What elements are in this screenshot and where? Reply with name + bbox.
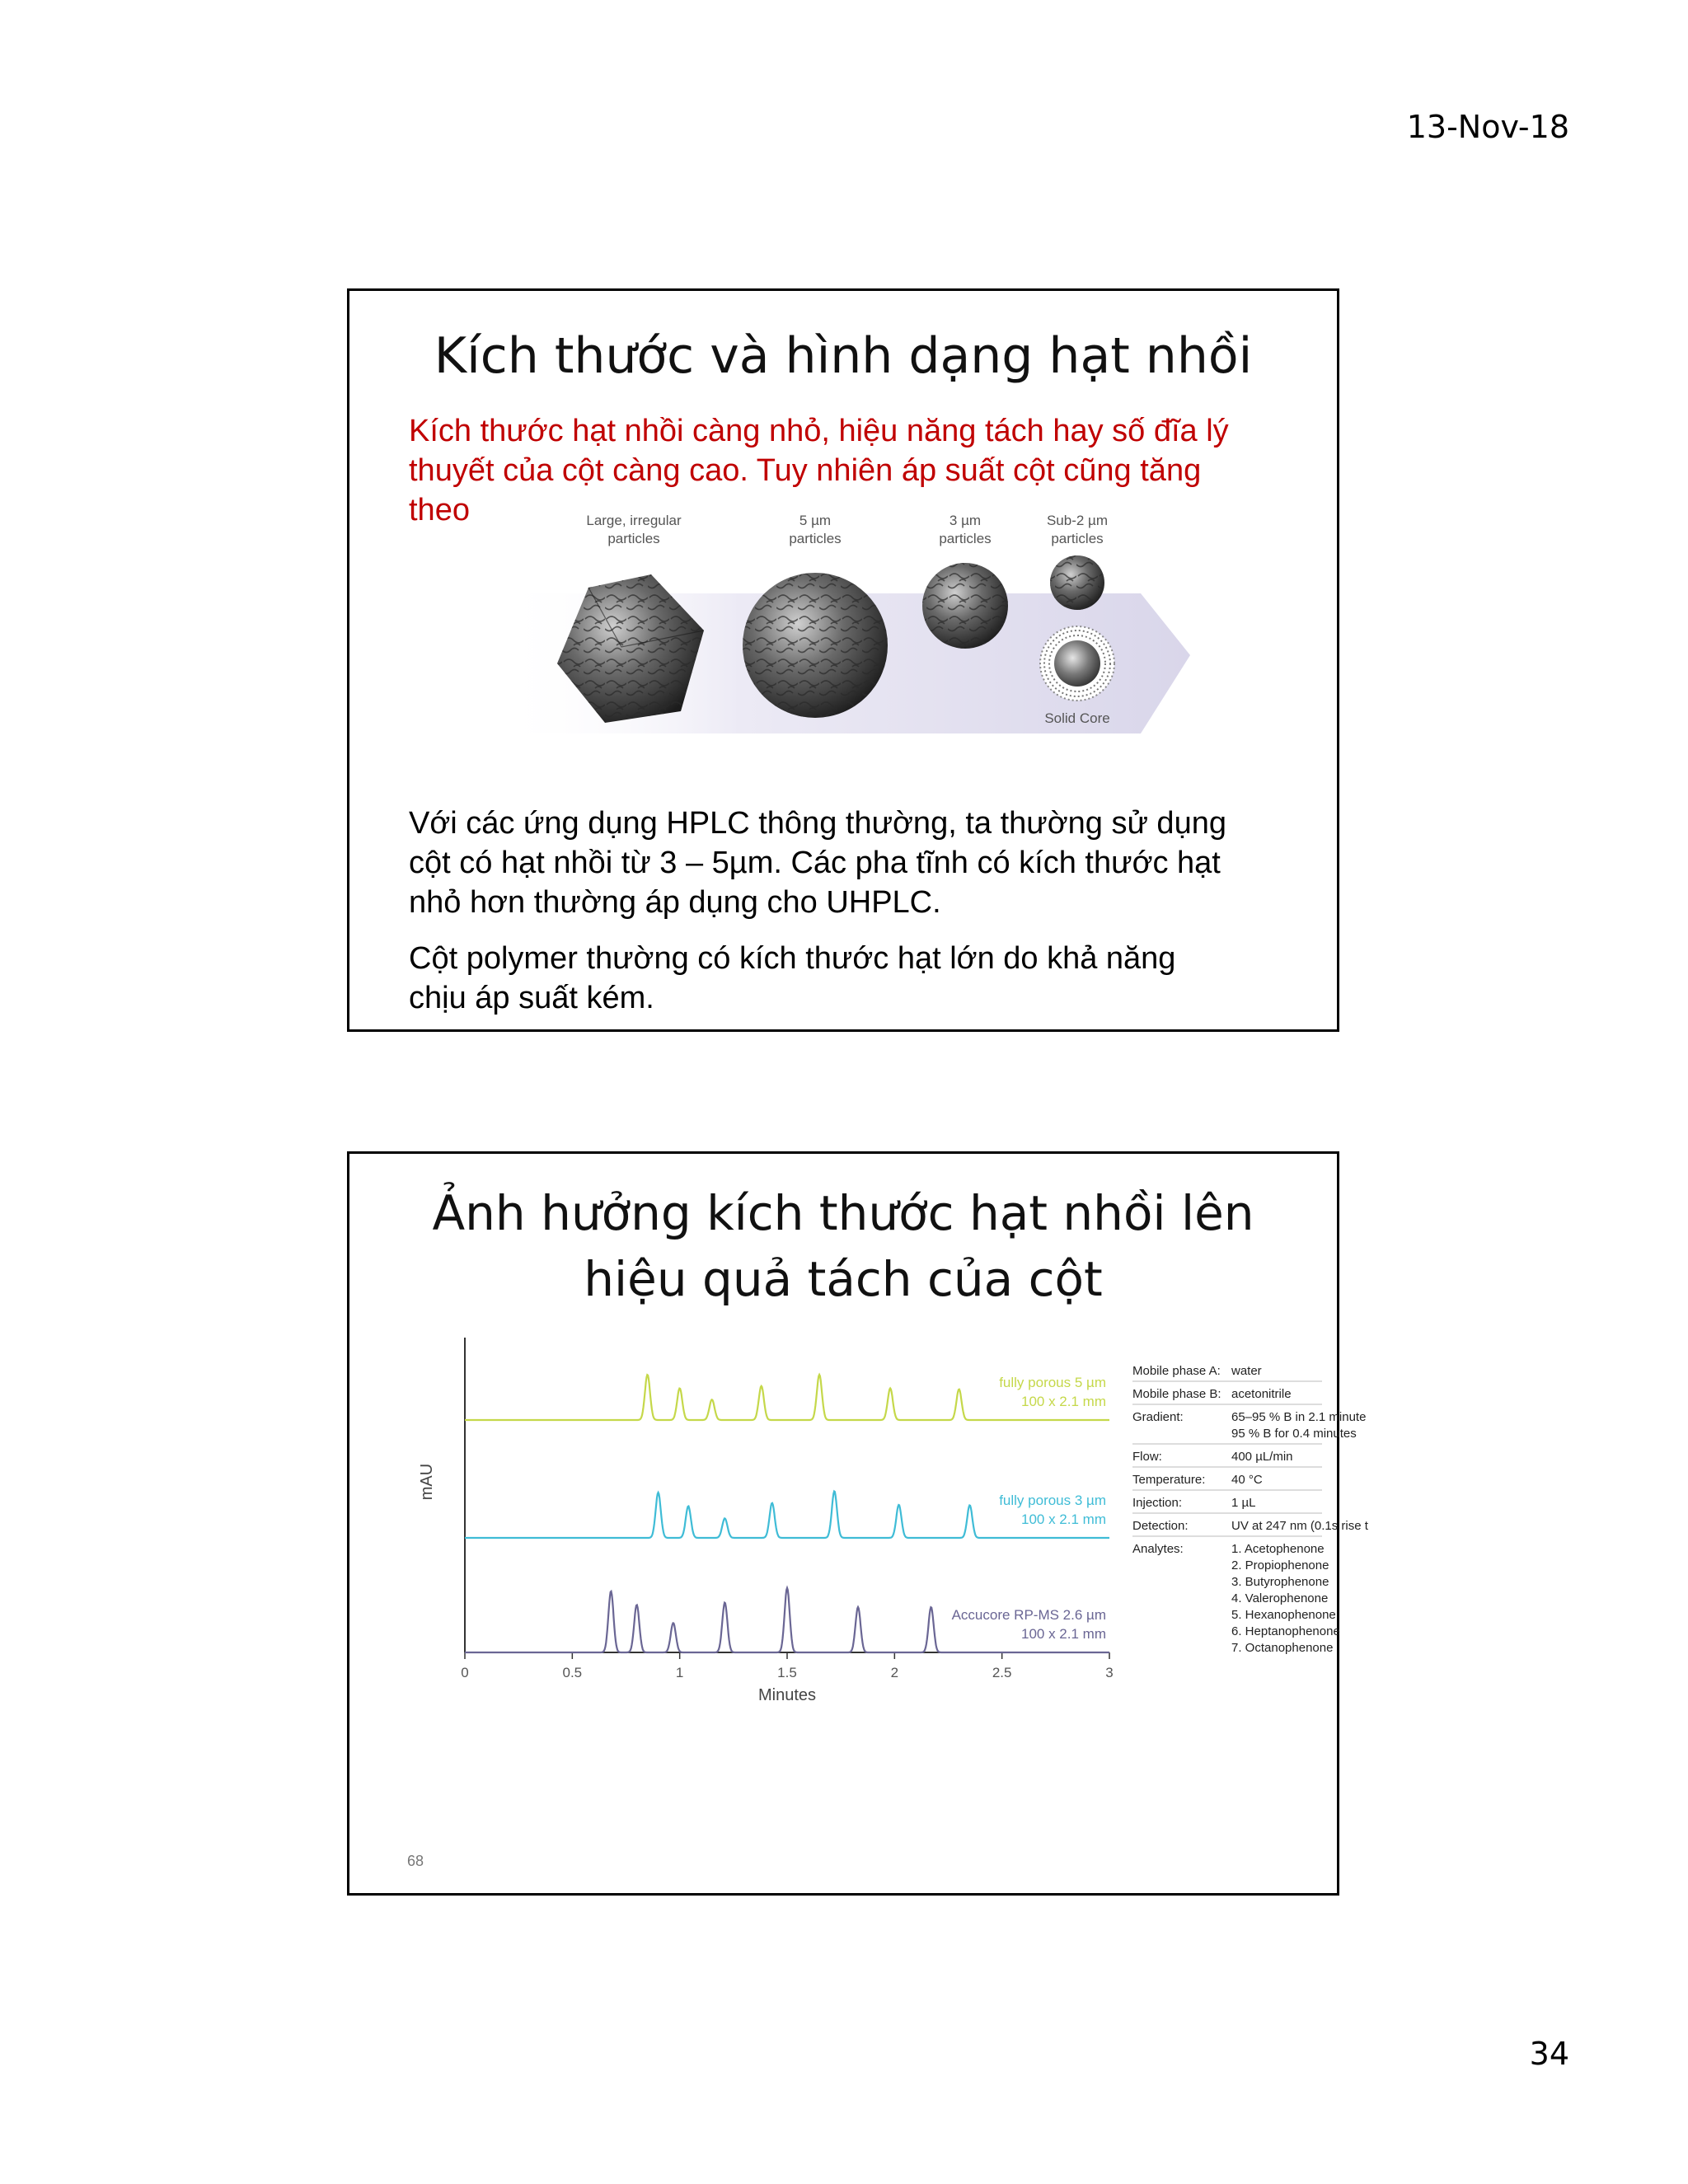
- series-label: fully porous 5 µm: [999, 1375, 1106, 1390]
- condition-value: 7. Octanophenone: [1231, 1641, 1334, 1655]
- particle-size-figure: [498, 507, 1190, 746]
- x-tick-label: 2: [890, 1665, 899, 1680]
- condition-label: Gradient:: [1132, 1410, 1184, 1424]
- condition-value: 1. Acetophenone: [1231, 1542, 1325, 1556]
- series-sublabel: 100 x 2.1 mm: [1021, 1394, 1106, 1409]
- slide-title: Kích thước và hình dạng hạt nhồi: [434, 327, 1253, 385]
- body-line: nhỏ hơn thường áp dụng cho UHPLC.: [409, 885, 941, 920]
- particle-5um: [743, 573, 888, 718]
- condition-label: Mobile phase B:: [1132, 1387, 1221, 1401]
- label-solid-core: Solid Core: [1044, 710, 1110, 726]
- highlight-line: thuyết của cột càng cao. Tuy nhiên áp suất cột cũng tăng: [409, 453, 1202, 488]
- x-tick-label: 2.5: [992, 1665, 1012, 1680]
- x-tick-label: 1.5: [777, 1665, 797, 1680]
- condition-label: Injection:: [1132, 1496, 1183, 1510]
- series-sublabel: 100 x 2.1 mm: [1021, 1626, 1106, 1642]
- condition-value: 4. Valerophenone: [1231, 1591, 1329, 1605]
- page-date: 13-Nov-18: [1406, 109, 1569, 145]
- label-3um: 3 µm: [949, 513, 982, 528]
- x-tick-label: 0.5: [562, 1665, 583, 1680]
- body-paragraph-polymer: [409, 939, 1307, 1018]
- label-5um: 5 µm: [799, 513, 832, 528]
- highlight-line: theo: [409, 493, 470, 527]
- condition-label: Analytes:: [1132, 1542, 1184, 1556]
- x-axis-title: Minutes: [757, 1686, 817, 1704]
- y-axis-title: mAU: [418, 1463, 436, 1501]
- body-line: cột có hạt nhồi từ 3 – 5µm. Các pha tĩnh có kích thước hạt: [409, 846, 1221, 880]
- particle-solid-core: [1040, 626, 1114, 701]
- condition-value: 95 % B for 0.4 minutes: [1231, 1427, 1357, 1441]
- condition-label: Flow:: [1132, 1450, 1162, 1464]
- slide-number: 68: [407, 1853, 424, 1869]
- condition-label: Mobile phase A:: [1132, 1364, 1221, 1378]
- title-line: hiệu quả tách của cột: [584, 1251, 1103, 1307]
- series-label: Accucore RP-MS 2.6 µm: [951, 1607, 1106, 1623]
- slide-title: [349, 1180, 1337, 1312]
- condition-value: UV at 247 nm (0.1s rise t: [1231, 1519, 1368, 1533]
- label-sub2um: Sub-2 µm: [1046, 513, 1109, 528]
- condition-value: acetonitrile: [1231, 1387, 1292, 1401]
- slide-particle-effect: [347, 1151, 1368, 1896]
- condition-value: water: [1231, 1364, 1262, 1378]
- label-5um-2: particles: [789, 531, 842, 546]
- slide-particle-size: [347, 288, 1339, 1032]
- body-line: Cột polymer thường có kích thước hạt lớn do khả năng: [409, 941, 1176, 976]
- highlight-line: Kích thước hạt nhồi càng nhỏ, hiệu năng tách hay số đĩa lý: [409, 414, 1229, 448]
- body-paragraph-hplc: [409, 804, 1307, 922]
- x-tick-label: 3: [1105, 1665, 1114, 1680]
- x-tick-label: 0: [461, 1665, 469, 1680]
- body-line: chịu áp suất kém.: [409, 981, 654, 1015]
- label-sub2um-2: particles: [1051, 531, 1104, 546]
- condition-label: Temperature:: [1132, 1473, 1206, 1487]
- particle-sub2um: [1050, 555, 1104, 610]
- page-number: 34: [1529, 2036, 1569, 2072]
- chromatogram-chart: [399, 1333, 1368, 1721]
- label-large-particles-2: particles: [607, 531, 660, 546]
- condition-value: 3. Butyrophenone: [1231, 1575, 1329, 1589]
- label-large-particles: Large, irregular: [586, 513, 682, 528]
- condition-value: 65–95 % B in 2.1 minute: [1231, 1410, 1367, 1424]
- condition-value: 400 µL/min: [1231, 1450, 1293, 1464]
- condition-value: 1 µL: [1231, 1496, 1256, 1510]
- label-3um-2: particles: [939, 531, 992, 546]
- title-line: Ảnh hưởng kích thước hạt nhồi lên: [432, 1185, 1254, 1241]
- condition-value: 40 °C: [1231, 1473, 1263, 1487]
- condition-value: 6. Heptanophenone: [1231, 1624, 1340, 1638]
- condition-value: 5. Hexanophenone: [1231, 1608, 1336, 1622]
- body-line: Với các ứng dụng HPLC thông thường, ta thường sử dụng: [409, 806, 1226, 841]
- series-sublabel: 100 x 2.1 mm: [1021, 1511, 1106, 1527]
- condition-label: Detection:: [1132, 1519, 1189, 1533]
- condition-value: 2. Propiophenone: [1231, 1558, 1329, 1572]
- x-tick-label: 1: [675, 1665, 684, 1680]
- series-label: fully porous 3 µm: [999, 1493, 1106, 1508]
- particle-3um: [922, 563, 1008, 649]
